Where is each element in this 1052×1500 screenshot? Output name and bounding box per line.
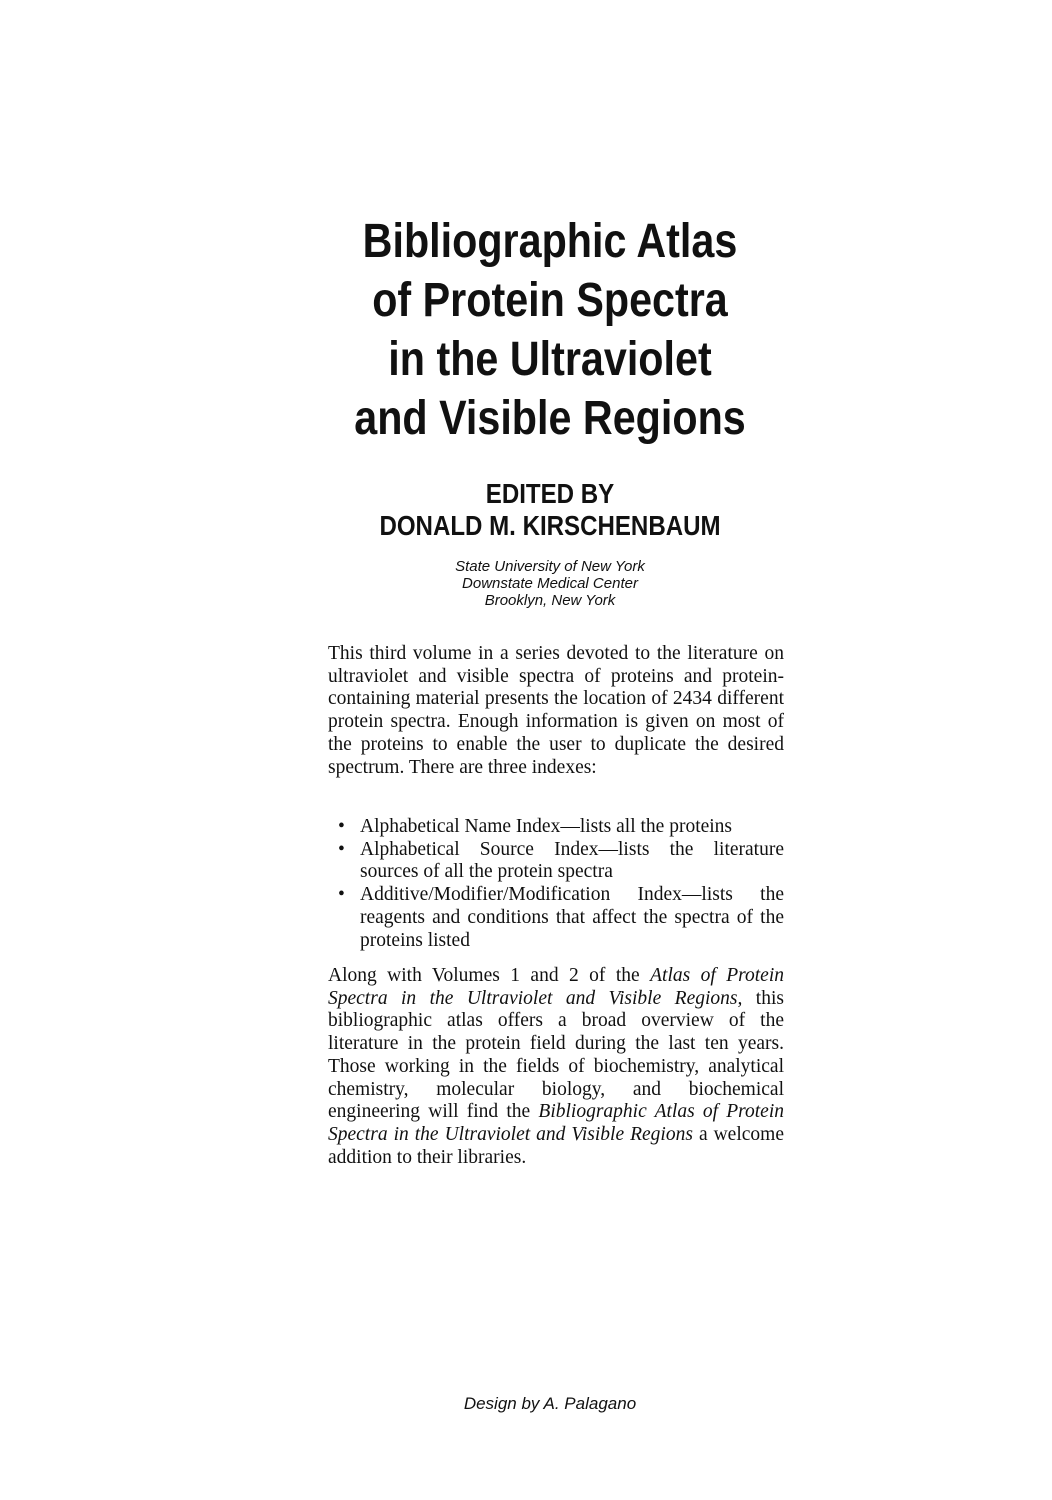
index-description: Additive/Modifier/Modification Index—lists the reagents and conditions that affect the spectra of the proteins listed	[360, 884, 784, 951]
list-item	[338, 884, 784, 952]
bullet-icon: •	[338, 884, 345, 906]
title-line: Bibliographic Atlas	[362, 215, 738, 268]
closing-text: this bibliographic atlas offers a broad overview of the literature in the protein field during the last ten years. Those working in the fields of biochemistry, analytical chemistry, molecular biology, and biochemical engineering will find the	[328, 987, 784, 1123]
bullet-icon: •	[338, 838, 345, 860]
intro-paragraph: This third volume in a series devoted to the literature on ultraviolet and visible spectra of proteins and protein-containing material presents the location of 2434 different protein spectra. Enough information is given on most of the proteins to enable the user to duplicate the desired spectrum. There are three indexes:	[328, 643, 784, 778]
title-line: in the Ultraviolet	[388, 333, 712, 386]
design-credit: Design by A. Palagano	[463, 1394, 637, 1413]
affiliation-line: Brooklyn, New York	[484, 592, 616, 609]
closing-text: Along with Volumes 1 and 2 of the	[328, 965, 651, 986]
affiliation-line: State University of New York	[455, 558, 645, 575]
affiliation-line: Downstate Medical Center	[462, 575, 638, 592]
list-item	[338, 816, 784, 839]
book-title-reference: Bibliographic Atlas of Protein Spectra in the Ultraviolet and Visible Regions	[328, 1101, 784, 1145]
title-line: and Visible Regions	[354, 392, 746, 445]
index-description: Alphabetical Source Index—lists the literature sources of all the protein spectra	[360, 838, 784, 883]
index-list	[338, 816, 784, 952]
list-item	[338, 839, 784, 884]
editor-affiliation	[350, 558, 750, 609]
editor-name: DONALD M. KIRSCHENBAUM	[379, 510, 721, 541]
book-title	[335, 212, 765, 448]
title-line: of Protein Spectra	[372, 274, 728, 327]
closing-text: a welcome addition to their libraries.	[328, 1123, 784, 1168]
edited-by-label: EDITED BY	[485, 478, 615, 509]
closing-paragraph	[328, 965, 784, 1169]
index-description: Alphabetical Name Index—lists all the proteins	[360, 816, 733, 837]
atlas-series-title: Atlas of Protein Spectra in the Ultraviolet and Visible Regions,	[328, 965, 785, 1009]
bullet-icon: •	[338, 816, 345, 837]
